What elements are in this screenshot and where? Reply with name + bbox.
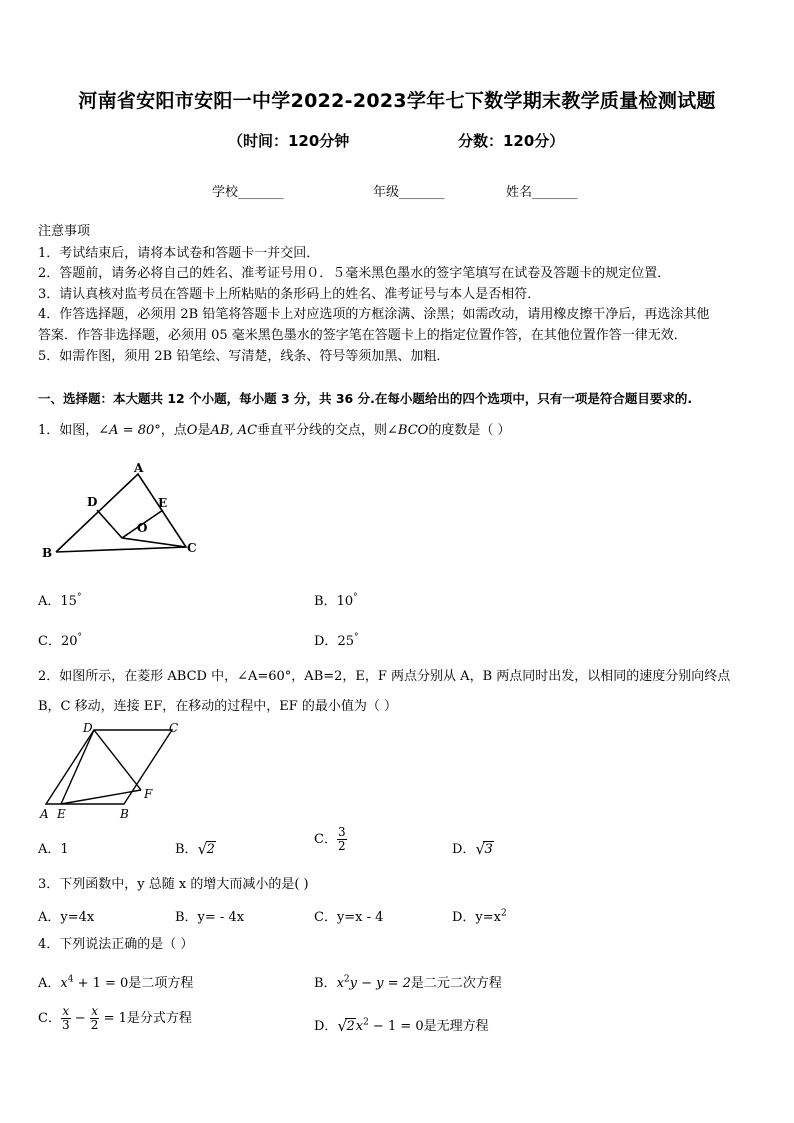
exam-title: 河南省安阳市安阳一中学2022-2023学年七下数学期末教学质量检测试题 [78, 90, 716, 112]
q4-option-c[interactable]: C． $\frac{x}{3}$ − $\frac{x}{2}$ = 1是分式方程 [38, 1004, 192, 1032]
label-d: D [87, 495, 98, 509]
segment-oc [122, 538, 186, 547]
label-e: E [158, 496, 168, 510]
q4-option-a[interactable]: A．$x^4 + 1 = 0$是二项方程 [38, 974, 194, 991]
q2-stem-line2: B，C 移动，连接 EF，在移动的过程中，EF 的最小值为（ ） [38, 699, 398, 714]
q1-option-c[interactable]: C．20° [38, 632, 82, 649]
q3-option-b[interactable]: B．y= - 4x [175, 910, 245, 925]
q3-stem: 3．下列函数中，y 总随 x 的增大而减小的是( ) [38, 877, 309, 892]
segment-do [97, 510, 122, 538]
notice-item: 答案．作答非选择题，必须用 05 毫米黑色墨水的签字笔在答题卡上的指定位置作答，在其他位置作答一律无效． [38, 328, 687, 343]
triangle-abc [56, 474, 186, 552]
q3-option-d[interactable]: D．$y=x^2$ [452, 908, 507, 925]
label-b: B [42, 546, 53, 560]
q2-option-b[interactable]: B． √ 2 [175, 840, 215, 858]
q4-option-b[interactable]: B．$x^2y - y = 2$是二元二次方程 [314, 974, 502, 991]
q4-option-d[interactable]: D． √ $2x^2 - 1 = 0$是无理方程 [314, 1017, 489, 1035]
exam-time: （时间：120分钟 [228, 132, 350, 150]
exam-score: 分数：120分） [458, 132, 565, 150]
label-o: O [137, 521, 148, 535]
label-c: C [187, 541, 197, 555]
q1-option-b[interactable]: B．10° [314, 592, 358, 609]
grade-field: 年级_______ [373, 185, 445, 200]
notice-item: 3．请认真核对监考员在答题卡上所粘贴的条形码上的姓名、准考证号与本人是否相符． [38, 287, 541, 302]
q3-option-c[interactable]: C．y=x - 4 [314, 910, 384, 925]
notice-item: 4．作答选择题，必须用 2B 铅笔将答题卡上对应选项的方框涂满、涂黑；如需改动，请用橡皮擦干净后，再选涂其他 [38, 307, 710, 322]
q3-option-a[interactable]: A．y=4x [38, 910, 95, 925]
q2-option-d[interactable]: D． √ 3 [452, 840, 493, 858]
label-a: A [134, 461, 144, 475]
q1-option-a[interactable]: A．15° [38, 592, 82, 609]
q1-triangle-figure [36, 458, 206, 560]
q2-option-a[interactable]: A．1 [38, 842, 69, 857]
segment-df [94, 730, 141, 790]
notice-item: 2．答题前，请务必将自己的姓名、准考证号用０．５毫米黑色墨水的签字笔填写在试卷及答题卡的规定位置． [38, 266, 671, 281]
label-d: D [83, 721, 93, 735]
notice-heading: 注意事项 [38, 224, 91, 239]
q1-option-d[interactable]: D．25° [314, 632, 359, 649]
label-f: F [144, 787, 153, 801]
name-field: 姓名_______ [506, 185, 578, 200]
label-c: C [169, 721, 179, 735]
section-heading: 一、选择题：本大题共 12 个小题，每小题 3 分，共 36 分.在每小题给出的四个选项中，只有一项是符合题目要求的. [38, 391, 693, 406]
rhombus-abcd [46, 730, 172, 804]
label-b: B [120, 807, 129, 821]
segment-de [61, 730, 94, 804]
label-e: E [57, 807, 66, 821]
q1-stem: 1．如图，∠A = 80°，点O是AB, AC垂直平分线的交点，则∠BCO的度数是（ ） [38, 423, 511, 438]
q4-stem: 4．下列说法正确的是（ ） [38, 937, 194, 952]
notice-item: 1．考试结束后，请将本试卷和答题卡一并交回． [38, 246, 320, 261]
q2-stem-line1: 2．如图所示，在菱形 ABCD 中，∠A=60°，AB=2，E，F 两点分别从 A，B 两点同时出发，以相同的速度分别向终点 [38, 669, 731, 684]
label-a: A [40, 807, 49, 821]
school-field: 学校_______ [212, 185, 284, 200]
q2-rhombus-figure [36, 718, 206, 822]
q2-option-c[interactable]: C． $\frac{3}{2}$ [314, 825, 346, 853]
notice-item: 5．如需作图，须用 2B 铅笔绘、写清楚，线条、符号等须加黑、加粗． [38, 349, 450, 364]
